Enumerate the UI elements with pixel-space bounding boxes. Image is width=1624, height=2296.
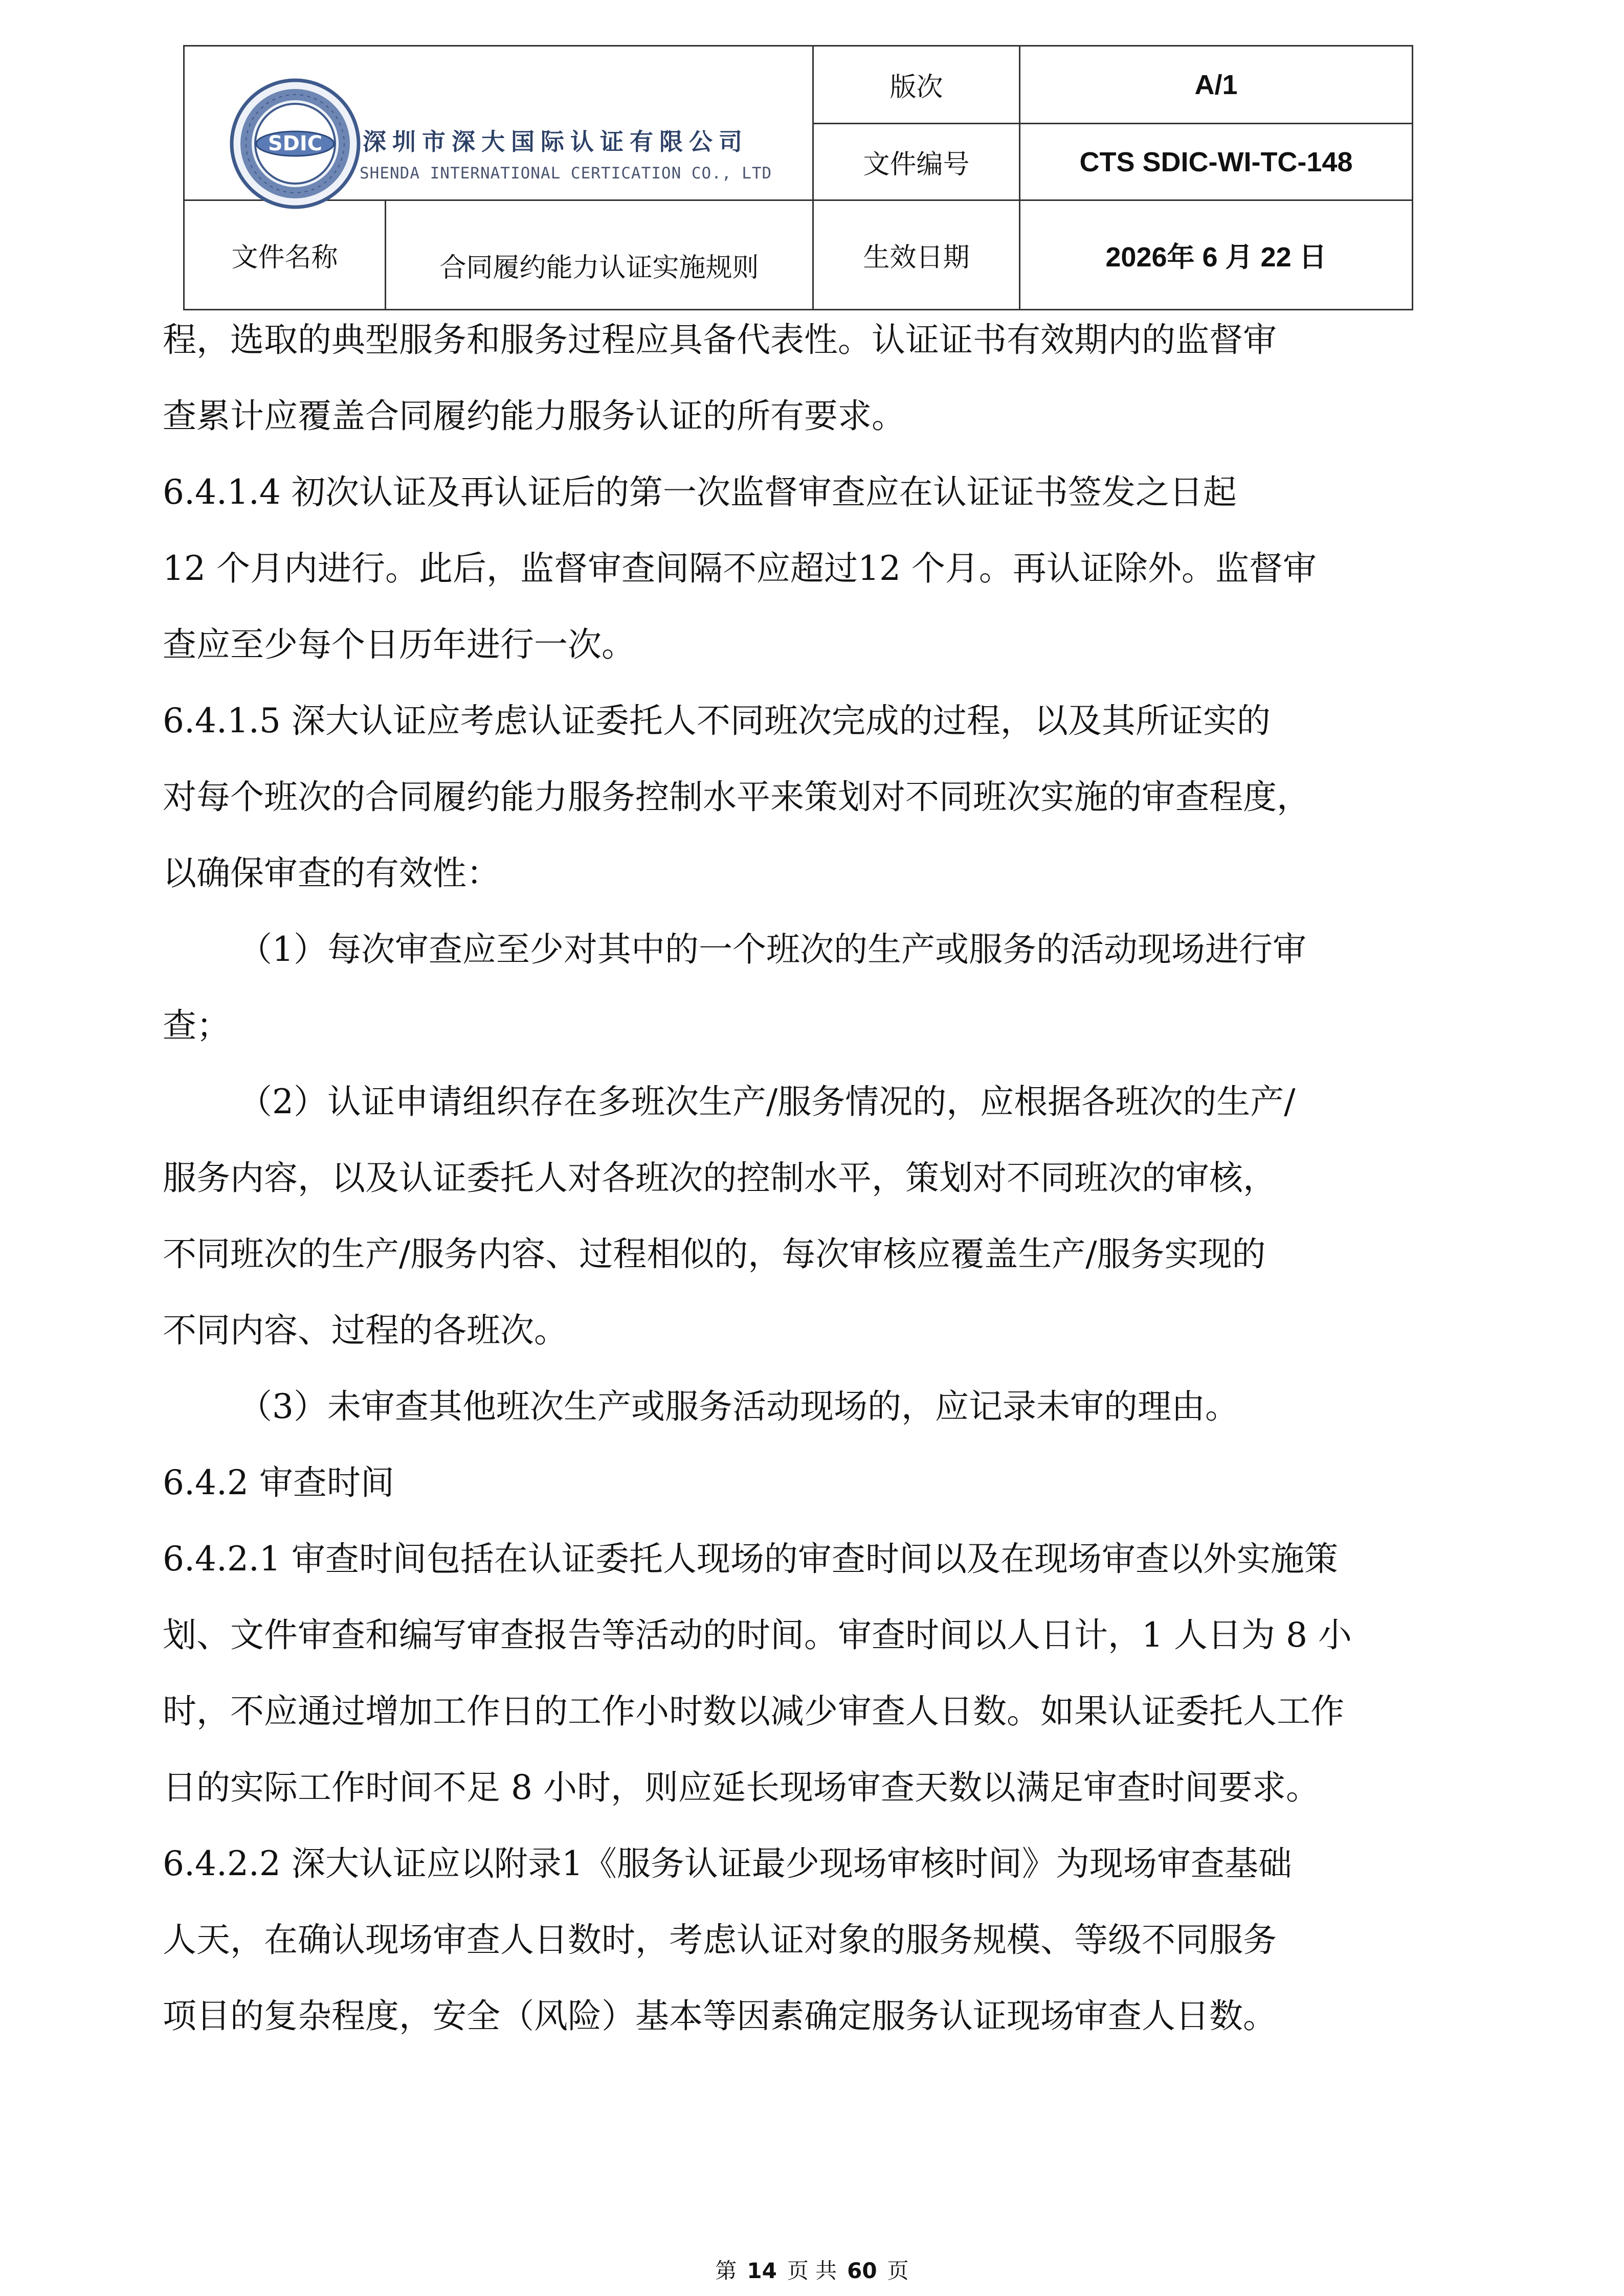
company-seal-icon <box>229 77 362 210</box>
company-name-cn: 深圳市深大国际认证有限公司 <box>363 128 748 155</box>
effective-date-value: 2026年 6 月 22 日 <box>1020 200 1413 310</box>
body-line: 服务内容，以及认证委托人对各班次的控制水平，策划对不同班次的审核， <box>163 1158 1277 1198</box>
body-line: 查应至少每个日历年进行一次。 <box>163 625 635 664</box>
body-line: 日的实际工作时间不足 8 小时，则应延长现场审查天数以满足审查时间要求。 <box>163 1768 1320 1807</box>
body-line: 人天，在确认现场审查人日数时，考虑认证对象的服务规模、等级不同服务 <box>163 1920 1277 1960</box>
body-line: 划、文件审查和编写审查报告等活动的时间。审查时间以人日计，1 人日为 8 小 <box>163 1615 1352 1655</box>
company-seal-text: SDIC <box>268 132 323 155</box>
file-name-label: 文件名称 <box>184 200 386 310</box>
body-line: 程，选取的典型服务和服务过程应具备代表性。认证证书有效期内的监督审 <box>163 320 1277 359</box>
doc-number-label: 文件编号 <box>813 124 1020 200</box>
page-current: 14 <box>747 2258 777 2283</box>
document-header-table <box>183 45 1413 310</box>
version-label: 版次 <box>813 46 1020 124</box>
list-item-2: （2）认证申请组织存在多班次生产/服务情况的，应根据各班次的生产/ <box>238 1082 1296 1121</box>
company-logo-cell <box>184 46 813 200</box>
doc-number-value: CTS SDIC-WI-TC-148 <box>1020 124 1413 200</box>
page-footer <box>0 2254 1624 2285</box>
list-item-1: （1）每次审查应至少对其中的一个班次的生产或服务的活动现场进行审 <box>238 930 1306 969</box>
version-value: A/1 <box>1020 46 1413 124</box>
clause-6-4-1-5: 6.4.1.5 深大认证应考虑认证委托人不同班次完成的过程，以及其所证实的 <box>163 701 1271 740</box>
list-item-3: （3）未审查其他班次生产或服务活动现场的，应记录未审的理由。 <box>238 1387 1239 1426</box>
body-line: 不同班次的生产/服务内容、过程相似的，每次审核应覆盖生产/服务实现的 <box>163 1234 1266 1274</box>
company-logo <box>229 77 772 210</box>
clause-6-4-2-2: 6.4.2.2 深大认证应以附录1《服务认证最少现场审核时间》为现场审查基础 <box>163 1844 1292 1883</box>
file-name-value: 合同履约能力认证实施规则 <box>386 200 813 310</box>
body-line: 12 个月内进行。此后，监督审查间隔不应超过12 个月。再认证除外。监督审 <box>163 549 1317 588</box>
body-line: 对每个班次的合同履约能力服务控制水平来策划对不同班次实施的审查程度， <box>163 777 1310 817</box>
section-heading-6-4-2: 6.4.2 审查时间 <box>163 1463 394 1502</box>
body-line: 项目的复杂程度，安全（风险）基本等因素确定服务认证现场审查人日数。 <box>163 1996 1277 2036</box>
body-line: 不同内容、过程的各班次。 <box>163 1311 568 1350</box>
body-line: 时，不应通过增加工作日的工作小时数以减少审查人日数。如果认证委托人工作 <box>163 1692 1344 1731</box>
effective-date-label: 生效日期 <box>813 200 1020 310</box>
clause-6-4-1-4: 6.4.1.4 初次认证及再认证后的第一次监督审查应在认证证书签发之日起 <box>163 472 1237 512</box>
page-mid: 页 共 <box>787 2258 837 2283</box>
page-prefix: 第 <box>715 2258 737 2283</box>
page-total: 60 <box>847 2258 877 2283</box>
document-body <box>163 302 1472 2054</box>
clause-6-4-2-1: 6.4.2.1 审查时间包括在认证委托人现场的审查时间以及在现场审查以外实施策 <box>163 1539 1338 1579</box>
body-line: 查累计应覆盖合同履约能力服务认证的所有要求。 <box>163 396 905 436</box>
page-suffix: 页 <box>887 2258 909 2283</box>
body-line: 查； <box>163 1006 230 1045</box>
company-name-en: SHENDA INTERNATIONAL CERTICATION CO., LTD <box>360 164 772 183</box>
body-line: 以确保审查的有效性： <box>163 853 500 893</box>
